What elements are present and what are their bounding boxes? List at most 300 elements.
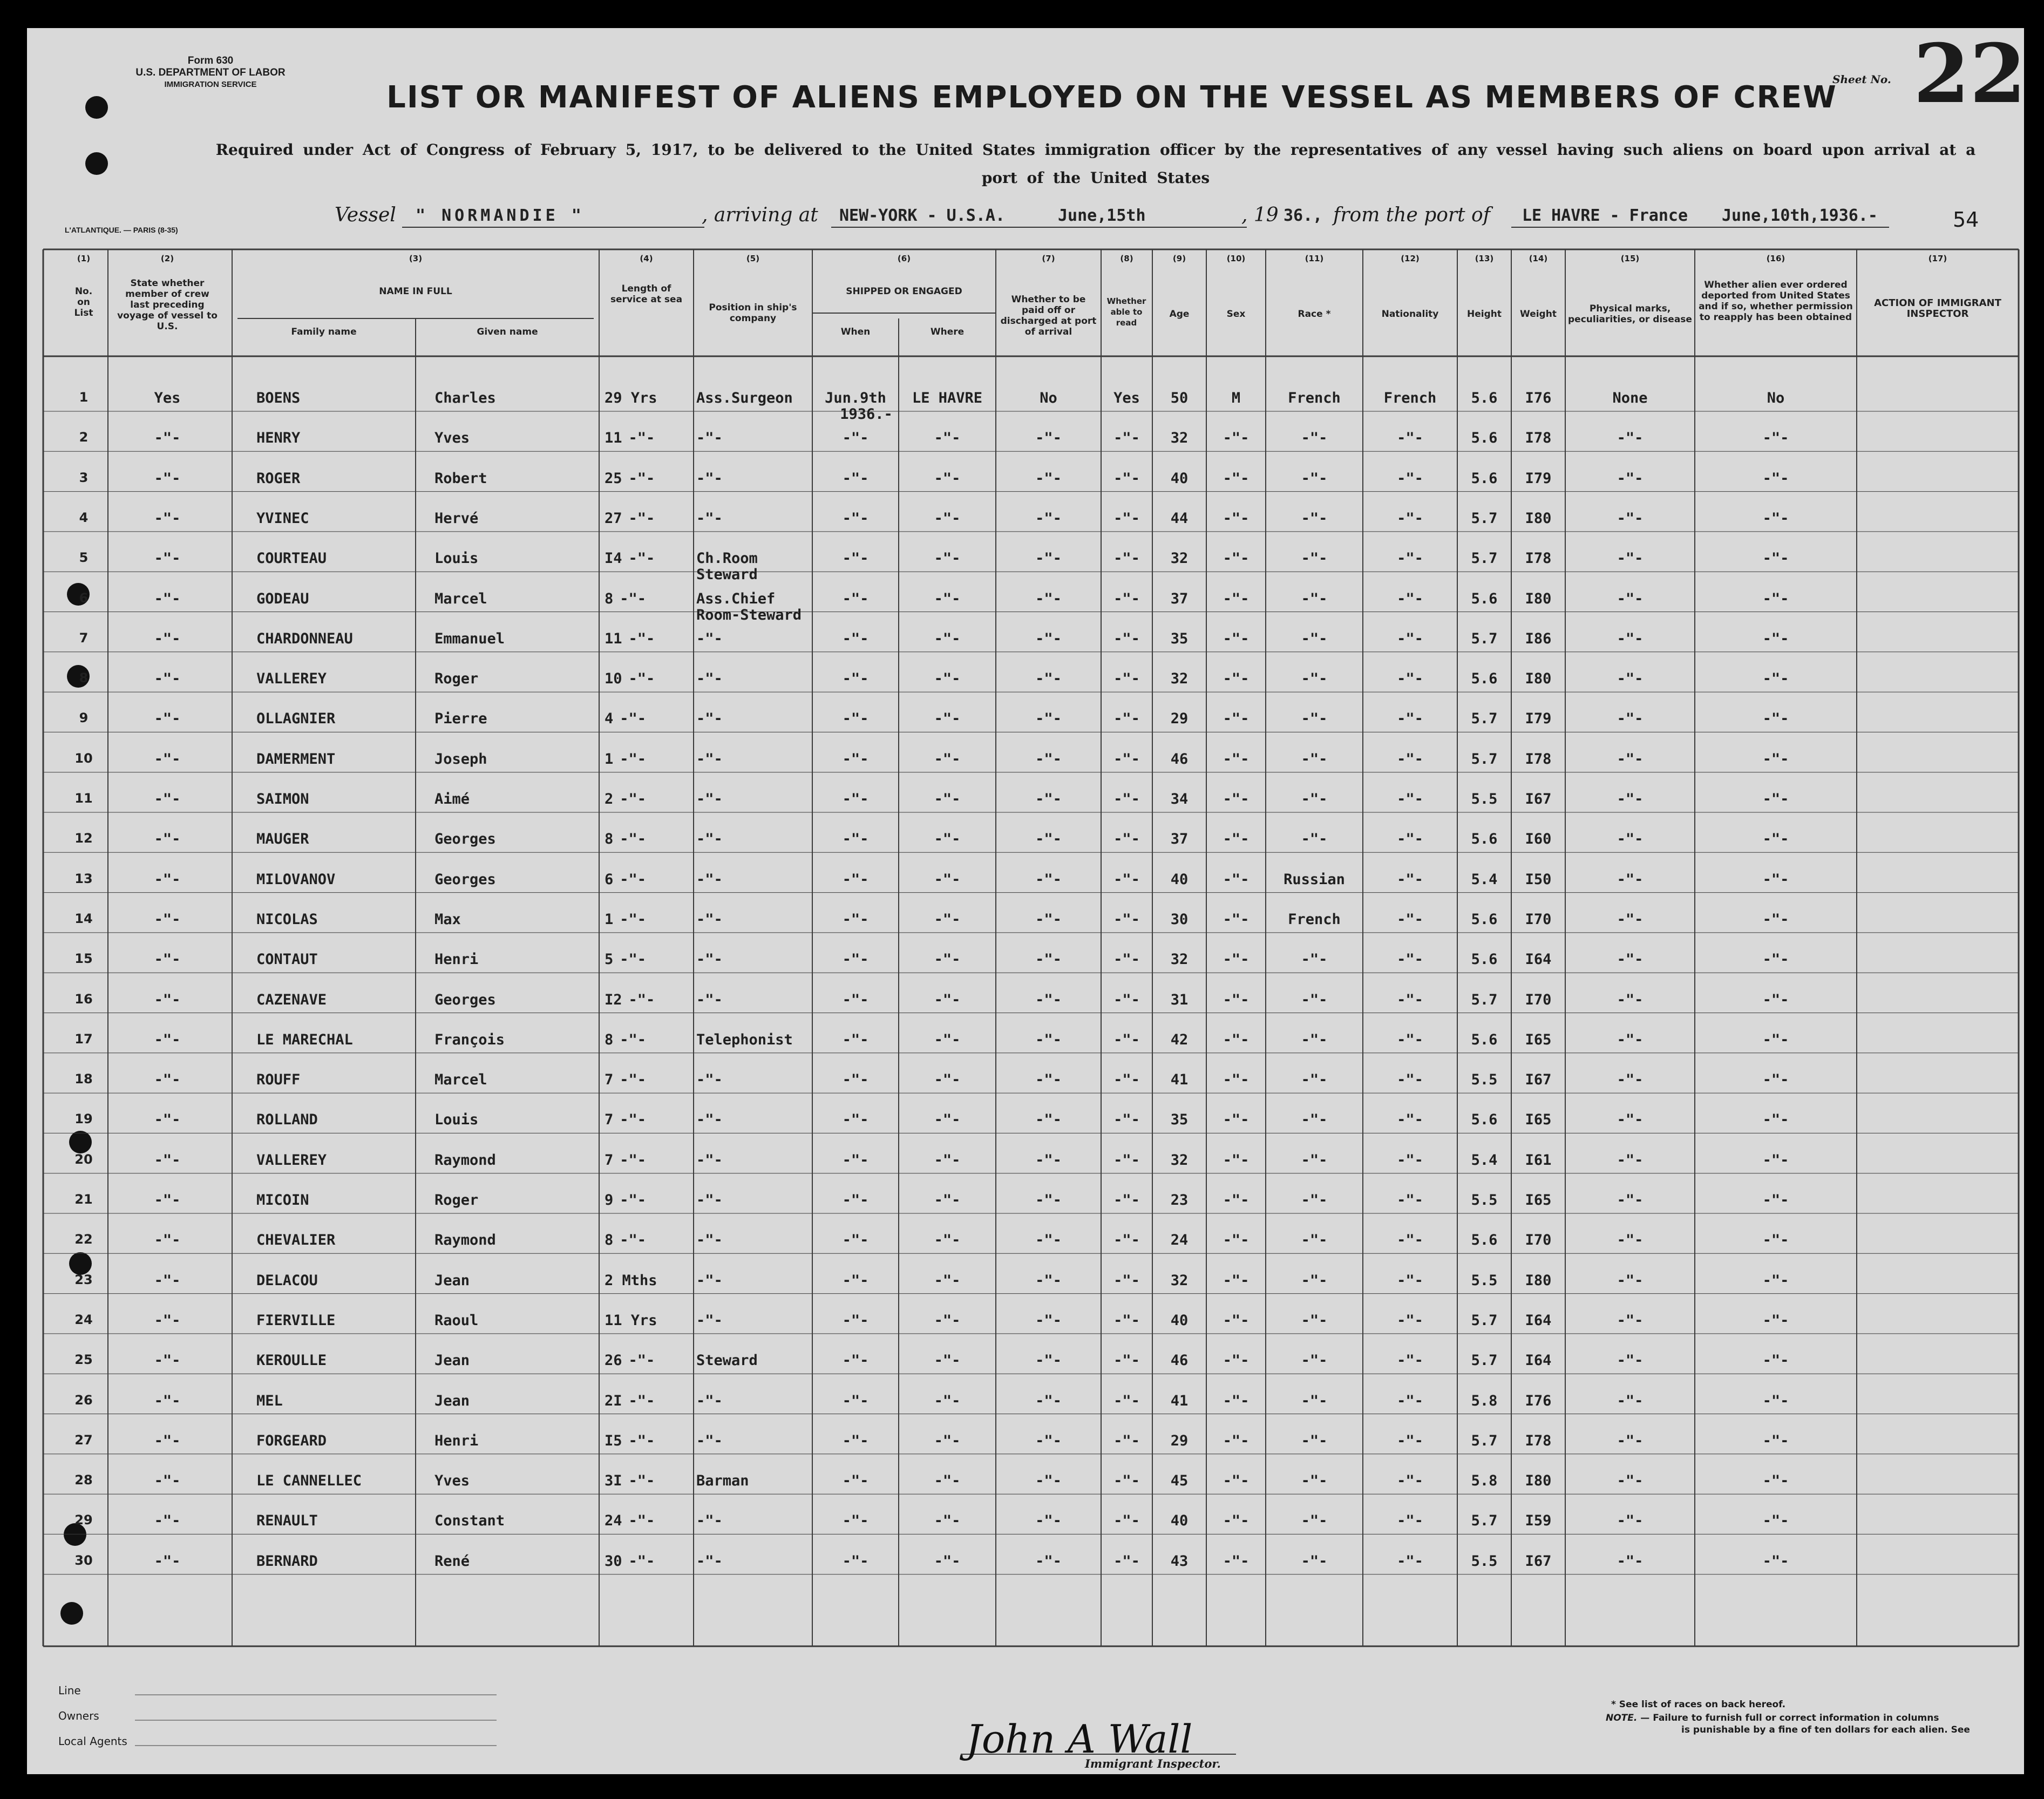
service-value: 7 bbox=[605, 1111, 614, 1129]
cell-no: 13 bbox=[74, 871, 93, 886]
col-5-header: Position in ship's company bbox=[709, 302, 797, 324]
cell-height: 5.5 bbox=[1471, 1071, 1498, 1089]
cell-weight: I64 bbox=[1525, 1352, 1552, 1369]
cell-deported: -"- bbox=[1762, 791, 1789, 807]
cell-read: -"- bbox=[1113, 791, 1140, 807]
cell-age: 46 bbox=[1170, 1352, 1189, 1369]
cell-paid: -"- bbox=[1035, 670, 1062, 688]
cell-where: -"- bbox=[934, 1552, 961, 1570]
cell-height: 5.7 bbox=[1471, 1432, 1498, 1449]
cell-where: -"- bbox=[934, 1272, 961, 1289]
cell-no: 21 bbox=[74, 1192, 93, 1207]
cell-service bbox=[605, 1553, 691, 1570]
cell-marks: -"- bbox=[1617, 550, 1644, 567]
cell-paid: -"- bbox=[1035, 1192, 1062, 1209]
service-ditto: -"- bbox=[628, 991, 655, 1008]
cell-deported: No bbox=[1767, 390, 1785, 406]
cell-paid: -"- bbox=[1035, 1151, 1062, 1169]
cell-no: 28 bbox=[74, 1472, 93, 1488]
col-17-header: ACTION OF IMMIGRANT INSPECTOR bbox=[1874, 297, 2001, 320]
cell-height: 5.7 bbox=[1471, 991, 1498, 1008]
cell-read: -"- bbox=[1113, 710, 1140, 728]
cell-when: -"- bbox=[842, 1031, 869, 1048]
service-value: 2 bbox=[605, 791, 614, 807]
cell-given: Charles bbox=[434, 390, 496, 406]
cell-height: 5.5 bbox=[1471, 1192, 1498, 1209]
cell-nat: -"- bbox=[1397, 1232, 1423, 1249]
cell-service bbox=[605, 1512, 691, 1529]
cell-no: 23 bbox=[74, 1272, 93, 1287]
cell-service bbox=[605, 1393, 691, 1409]
cell-service bbox=[605, 992, 691, 1008]
service-ditto: -"- bbox=[628, 430, 655, 447]
service-value: 11 bbox=[605, 630, 622, 647]
cell-marks: -"- bbox=[1617, 470, 1644, 487]
cell-sex: -"- bbox=[1223, 1552, 1250, 1570]
cell-read: -"- bbox=[1113, 1071, 1140, 1089]
cell-prev: -"- bbox=[154, 1151, 181, 1169]
cell-no: 26 bbox=[74, 1392, 93, 1408]
cell-nat: -"- bbox=[1397, 590, 1423, 607]
arriving-port: NEW-YORK - U.S.A. bbox=[839, 206, 1006, 225]
cell-given: Louis bbox=[434, 550, 479, 567]
cell-given: Roger bbox=[434, 670, 479, 688]
col-5-number: (5) bbox=[746, 254, 760, 263]
cell-sex: -"- bbox=[1223, 991, 1250, 1008]
cell-where: -"- bbox=[934, 470, 961, 487]
cell-where: -"- bbox=[934, 550, 961, 567]
cell-height: 5.6 bbox=[1471, 831, 1498, 848]
cell-prev: -"- bbox=[154, 1071, 181, 1089]
cell-paid: -"- bbox=[1035, 590, 1062, 607]
cell-when: -"- bbox=[842, 1312, 869, 1329]
service-ditto: -"- bbox=[620, 1192, 647, 1209]
cell-service bbox=[605, 1352, 691, 1369]
cell-deported: -"- bbox=[1762, 1512, 1789, 1530]
cell-weight: I86 bbox=[1525, 630, 1552, 647]
col-4-header: Length of service at sea bbox=[610, 283, 683, 305]
cell-prev: -"- bbox=[154, 550, 181, 567]
col-8-header: Whether able to read bbox=[1106, 296, 1146, 328]
cell-no: 15 bbox=[74, 951, 93, 967]
cell-no: 20 bbox=[74, 1151, 93, 1167]
cell-paid: -"- bbox=[1035, 1071, 1062, 1089]
printer-mark: L'ATLANTIQUE. — PARIS (8-35) bbox=[65, 226, 178, 234]
cell-height: 5.6 bbox=[1471, 390, 1498, 406]
cell-paid: -"- bbox=[1035, 1392, 1062, 1409]
cell-family: KEROULLE bbox=[256, 1352, 327, 1369]
cell-sex: -"- bbox=[1223, 1512, 1250, 1530]
cell-when: -"- bbox=[842, 1151, 869, 1169]
col-15-header: Physical marks, peculiarities, or disease bbox=[1568, 303, 1692, 325]
cell-age: 44 bbox=[1170, 510, 1189, 527]
cell-service bbox=[605, 751, 691, 768]
cell-read: -"- bbox=[1113, 1272, 1140, 1289]
cell-deported: -"- bbox=[1762, 991, 1789, 1008]
fine-note bbox=[1606, 1712, 1970, 1736]
cell-nat: -"- bbox=[1397, 510, 1423, 527]
vessel-label: Vessel bbox=[335, 204, 396, 226]
service-value: 4 bbox=[605, 710, 614, 728]
cell-nat: -"- bbox=[1397, 1111, 1423, 1129]
cell-deported: -"- bbox=[1762, 550, 1789, 567]
cell-age: 40 bbox=[1170, 1312, 1189, 1329]
cell-position: -"- bbox=[696, 1071, 723, 1089]
cell-given: Raymond bbox=[434, 1232, 496, 1249]
cell-family: HENRY bbox=[256, 430, 301, 447]
cell-position: -"- bbox=[696, 1151, 723, 1169]
cell-no: 29 bbox=[74, 1512, 93, 1528]
cell-nat: -"- bbox=[1397, 430, 1423, 447]
cell-race: -"- bbox=[1301, 710, 1328, 728]
cell-height: 5.7 bbox=[1471, 510, 1498, 527]
cell-read: -"- bbox=[1113, 1512, 1140, 1530]
cell-family: MEL bbox=[256, 1392, 283, 1409]
cell-deported: -"- bbox=[1762, 430, 1789, 447]
cell-prev: Yes bbox=[154, 390, 181, 406]
cell-sex: -"- bbox=[1223, 1392, 1250, 1409]
col-7-number: (7) bbox=[1042, 254, 1055, 263]
cell-position: -"- bbox=[696, 791, 723, 807]
cell-paid: -"- bbox=[1035, 1111, 1062, 1129]
cell-race: -"- bbox=[1301, 1352, 1328, 1369]
cell-deported: -"- bbox=[1762, 670, 1789, 688]
cell-age: 41 bbox=[1170, 1392, 1189, 1409]
cell-family: ROLLAND bbox=[256, 1111, 318, 1129]
cell-height: 5.8 bbox=[1471, 1392, 1498, 1409]
cell-paid: -"- bbox=[1035, 1432, 1062, 1449]
cell-age: 32 bbox=[1170, 1272, 1189, 1289]
service-value: 10 bbox=[605, 670, 622, 688]
cell-paid: -"- bbox=[1035, 470, 1062, 487]
cell-read: -"- bbox=[1113, 1232, 1140, 1249]
cell-race: -"- bbox=[1301, 991, 1328, 1008]
cell-weight: I70 bbox=[1525, 991, 1552, 1008]
cell-paid: -"- bbox=[1035, 991, 1062, 1008]
service-value: 7 bbox=[605, 1071, 614, 1089]
cell-marks: -"- bbox=[1617, 1472, 1644, 1490]
cell-read: -"- bbox=[1113, 1432, 1140, 1449]
cell-sex: M bbox=[1231, 390, 1241, 406]
service-ditto: -"- bbox=[628, 470, 655, 487]
cell-given: Marcel bbox=[434, 590, 487, 607]
cell-weight: I59 bbox=[1525, 1512, 1552, 1530]
cell-marks: -"- bbox=[1617, 1151, 1644, 1169]
col-1-header: No. on List bbox=[74, 286, 93, 318]
cell-marks: -"- bbox=[1617, 1552, 1644, 1570]
service-value: I5 bbox=[605, 1432, 622, 1449]
cell-height: 5.5 bbox=[1471, 1552, 1498, 1570]
cell-when: -"- bbox=[842, 1392, 869, 1409]
cell-race: -"- bbox=[1301, 831, 1328, 848]
cell-age: 32 bbox=[1170, 1151, 1189, 1169]
cell-where: -"- bbox=[934, 1392, 961, 1409]
cell-race: -"- bbox=[1301, 670, 1328, 688]
cell-race: -"- bbox=[1301, 470, 1328, 487]
cell-no: 30 bbox=[74, 1552, 93, 1568]
cell-no: 24 bbox=[74, 1312, 93, 1327]
cell-when: -"- bbox=[842, 550, 869, 567]
cell-no: 3 bbox=[79, 470, 89, 485]
cell-prev: -"- bbox=[154, 1392, 181, 1409]
cell-read: -"- bbox=[1113, 630, 1140, 647]
cell-age: 24 bbox=[1170, 1232, 1189, 1249]
cell-service bbox=[605, 951, 691, 968]
cell-weight: I78 bbox=[1525, 550, 1552, 567]
cell-race: -"- bbox=[1301, 1432, 1328, 1449]
col-13-number: (13) bbox=[1475, 254, 1494, 263]
cell-paid: -"- bbox=[1035, 510, 1062, 527]
cell-age: 45 bbox=[1170, 1472, 1189, 1490]
cell-position: Ch.Room bbox=[696, 550, 758, 567]
col-6-when-header: When bbox=[840, 327, 871, 337]
cell-weight: I80 bbox=[1525, 1272, 1552, 1289]
service-ditto: -"- bbox=[628, 1512, 655, 1530]
cell-race: -"- bbox=[1301, 1192, 1328, 1209]
cell-given: Henri bbox=[434, 1432, 479, 1449]
col-6-where-header: Where bbox=[930, 327, 965, 337]
cell-family: FIERVILLE bbox=[256, 1312, 336, 1329]
cell-read: -"- bbox=[1113, 951, 1140, 968]
cell-prev: -"- bbox=[154, 1552, 181, 1570]
cell-race: -"- bbox=[1301, 1031, 1328, 1048]
cell-position: -"- bbox=[696, 1272, 723, 1289]
cell-where: -"- bbox=[934, 951, 961, 968]
cell-paid: -"- bbox=[1035, 1312, 1062, 1329]
cell-weight: I64 bbox=[1525, 1312, 1552, 1329]
cell-weight: I79 bbox=[1525, 470, 1552, 487]
cell-paid: -"- bbox=[1035, 911, 1062, 928]
cell-when: -"- bbox=[842, 510, 869, 527]
cell-weight: I50 bbox=[1525, 871, 1552, 888]
cell-weight: I65 bbox=[1525, 1031, 1552, 1048]
owners-label: Owners bbox=[58, 1709, 99, 1722]
cell-paid: -"- bbox=[1035, 1552, 1062, 1570]
cell-age: 46 bbox=[1170, 750, 1189, 768]
cell-where: -"- bbox=[934, 1031, 961, 1048]
cell-when: -"- bbox=[842, 1192, 869, 1209]
cell-no: 9 bbox=[79, 710, 89, 726]
cell-paid: -"- bbox=[1035, 791, 1062, 807]
cell-no: 19 bbox=[74, 1111, 93, 1127]
cell-service bbox=[605, 510, 691, 527]
cell-height: 5.6 bbox=[1471, 470, 1498, 487]
cell-prev: -"- bbox=[154, 470, 181, 487]
cell-marks: -"- bbox=[1617, 670, 1644, 688]
cell-nat: -"- bbox=[1397, 831, 1423, 848]
service-ditto: -"- bbox=[620, 1111, 647, 1129]
cell-weight: I67 bbox=[1525, 1552, 1552, 1570]
cell-marks: -"- bbox=[1617, 1192, 1644, 1209]
cell-sex: -"- bbox=[1223, 1071, 1250, 1089]
cell-given: Georges bbox=[434, 871, 496, 888]
col-11-number: (11) bbox=[1305, 254, 1324, 263]
cell-prev: -"- bbox=[154, 1031, 181, 1048]
cell-marks: -"- bbox=[1617, 750, 1644, 768]
cell-height: 5.6 bbox=[1471, 1031, 1498, 1048]
cell-where: -"- bbox=[934, 911, 961, 928]
cell-sex: -"- bbox=[1223, 710, 1250, 728]
cell-read: -"- bbox=[1113, 1151, 1140, 1169]
cell-race: -"- bbox=[1301, 630, 1328, 647]
cell-height: 5.4 bbox=[1471, 1151, 1498, 1169]
col-3-given-header: Given name bbox=[477, 327, 538, 337]
subtitle bbox=[194, 136, 1997, 192]
cell-position: -"- bbox=[696, 630, 723, 647]
cell-height: 5.6 bbox=[1471, 430, 1498, 447]
cell-sex: -"- bbox=[1223, 750, 1250, 768]
vessel-name: " NORMANDIE " bbox=[416, 206, 585, 225]
cell-position: -"- bbox=[696, 670, 723, 688]
cell-nat: French bbox=[1383, 390, 1437, 406]
cell-given: Louis bbox=[434, 1111, 479, 1129]
cell-position: -"- bbox=[696, 430, 723, 447]
form-number: Form 630 bbox=[187, 55, 234, 66]
service-value: 11 bbox=[605, 430, 622, 447]
cell-sex: -"- bbox=[1223, 1192, 1250, 1209]
cell-age: 37 bbox=[1170, 590, 1189, 607]
cell-sex: -"- bbox=[1223, 1312, 1250, 1329]
cell-deported: -"- bbox=[1762, 1392, 1789, 1409]
cell-where: -"- bbox=[934, 670, 961, 688]
service-value: 7 bbox=[605, 1151, 614, 1169]
cell-age: 42 bbox=[1170, 1031, 1189, 1048]
cell-where: -"- bbox=[934, 991, 961, 1008]
cell-read: -"- bbox=[1113, 831, 1140, 848]
cell-nat: -"- bbox=[1397, 710, 1423, 728]
cell-deported: -"- bbox=[1762, 951, 1789, 968]
service-ditto: -"- bbox=[620, 710, 647, 728]
cell-given: Raymond bbox=[434, 1151, 496, 1169]
cell-family: CAZENAVE bbox=[256, 991, 327, 1008]
cell-deported: -"- bbox=[1762, 831, 1789, 848]
service-ditto: -"- bbox=[620, 871, 647, 888]
cell-marks: -"- bbox=[1617, 1071, 1644, 1089]
cell-service bbox=[605, 871, 691, 888]
cell-nat: -"- bbox=[1397, 1151, 1423, 1169]
cell-nat: -"- bbox=[1397, 1071, 1423, 1089]
cell-when: -"- bbox=[842, 590, 869, 607]
cell-paid: -"- bbox=[1035, 1272, 1062, 1289]
cell-sex: -"- bbox=[1223, 951, 1250, 968]
cell-weight: I67 bbox=[1525, 1071, 1552, 1089]
service-ditto: -"- bbox=[620, 791, 647, 807]
cell-sex: -"- bbox=[1223, 1111, 1250, 1129]
cell-prev: -"- bbox=[154, 1312, 181, 1329]
cell-marks: -"- bbox=[1617, 1512, 1644, 1530]
cell-position: -"- bbox=[696, 951, 723, 968]
cell-position: -"- bbox=[696, 911, 723, 928]
cell-where: -"- bbox=[934, 1432, 961, 1449]
cell-given: Georges bbox=[434, 831, 496, 848]
cell-race: -"- bbox=[1301, 791, 1328, 807]
cell-where: -"- bbox=[934, 510, 961, 527]
cell-nat: -"- bbox=[1397, 1432, 1423, 1449]
cell-when: -"- bbox=[842, 951, 869, 968]
year-suffix: 36., bbox=[1284, 206, 1323, 225]
cell-service bbox=[605, 1031, 691, 1048]
punch-hole bbox=[69, 1131, 92, 1153]
cell-given: Joseph bbox=[434, 750, 487, 768]
cell-height: 5.6 bbox=[1471, 951, 1498, 968]
cell-service bbox=[605, 1071, 691, 1088]
col-9-header: Age bbox=[1169, 309, 1190, 320]
cell-nat: -"- bbox=[1397, 670, 1423, 688]
service-ditto: -"- bbox=[628, 1472, 655, 1490]
cell-age: 40 bbox=[1170, 1512, 1189, 1530]
cell-age: 32 bbox=[1170, 430, 1189, 447]
cell-height: 5.7 bbox=[1471, 750, 1498, 768]
cell-sex: -"- bbox=[1223, 1031, 1250, 1048]
cell-given: Jean bbox=[434, 1352, 470, 1369]
cell-weight: I70 bbox=[1525, 1232, 1552, 1249]
service-ditto: -"- bbox=[628, 670, 655, 688]
cell-read: -"- bbox=[1113, 550, 1140, 567]
cell-nat: -"- bbox=[1397, 991, 1423, 1008]
cell-nat: -"- bbox=[1397, 1552, 1423, 1570]
service-ditto: -"- bbox=[620, 590, 647, 607]
cell-deported: -"- bbox=[1762, 1312, 1789, 1329]
service-value: 24 bbox=[605, 1512, 622, 1530]
cell-weight: I79 bbox=[1525, 710, 1552, 728]
cell-prev: -"- bbox=[154, 430, 181, 447]
service-ditto: -"- bbox=[620, 1232, 647, 1249]
cell-height: 5.6 bbox=[1471, 911, 1498, 928]
cell-given: Yves bbox=[434, 1472, 470, 1490]
cell-marks: -"- bbox=[1617, 1232, 1644, 1249]
cell-height: 5.6 bbox=[1471, 590, 1498, 607]
cell-age: 32 bbox=[1170, 951, 1189, 968]
cell-family: SAIMON bbox=[256, 791, 309, 807]
cell-prev: -"- bbox=[154, 510, 181, 527]
cell-no: 12 bbox=[74, 831, 93, 846]
cell-paid: -"- bbox=[1035, 1232, 1062, 1249]
cell-height: 5.7 bbox=[1471, 1352, 1498, 1369]
cell-age: 23 bbox=[1170, 1192, 1189, 1209]
service-value: 25 bbox=[605, 470, 622, 487]
inspector-label: Immigrant Inspector. bbox=[1085, 1757, 1221, 1770]
local-agents-label: Local Agents bbox=[58, 1735, 127, 1748]
cell-age: 30 bbox=[1170, 911, 1189, 928]
cell-age: 31 bbox=[1170, 991, 1189, 1008]
note-text-1: — Failure to furnish full or correct information in columns bbox=[1640, 1713, 1939, 1723]
cell-sex: -"- bbox=[1223, 670, 1250, 688]
cell-no: 6 bbox=[79, 590, 89, 606]
cell-when: -"- bbox=[842, 670, 869, 688]
cell-read: -"- bbox=[1113, 1392, 1140, 1409]
cell-weight: I78 bbox=[1525, 750, 1552, 768]
cell-given: Jean bbox=[434, 1392, 470, 1409]
cell-no: 2 bbox=[79, 430, 89, 445]
cell-marks: -"- bbox=[1617, 430, 1644, 447]
cell-no: 17 bbox=[74, 1031, 93, 1047]
cell-nat: -"- bbox=[1397, 750, 1423, 768]
cell-read: -"- bbox=[1113, 991, 1140, 1008]
service-ditto: -"- bbox=[620, 951, 647, 968]
cell-nat: -"- bbox=[1397, 1272, 1423, 1289]
cell-weight: I80 bbox=[1525, 1472, 1552, 1490]
cell-age: 34 bbox=[1170, 791, 1189, 807]
cell-marks: -"- bbox=[1617, 1111, 1644, 1129]
cell-where: -"- bbox=[934, 630, 961, 647]
cell-service bbox=[605, 1192, 691, 1209]
cell-race: -"- bbox=[1301, 1151, 1328, 1169]
cell-prev: -"- bbox=[154, 710, 181, 728]
cell-family: MAUGER bbox=[256, 831, 309, 848]
cell-position: -"- bbox=[696, 831, 723, 848]
col-17-number: (17) bbox=[1928, 254, 1947, 263]
cell-prev: -"- bbox=[154, 831, 181, 848]
